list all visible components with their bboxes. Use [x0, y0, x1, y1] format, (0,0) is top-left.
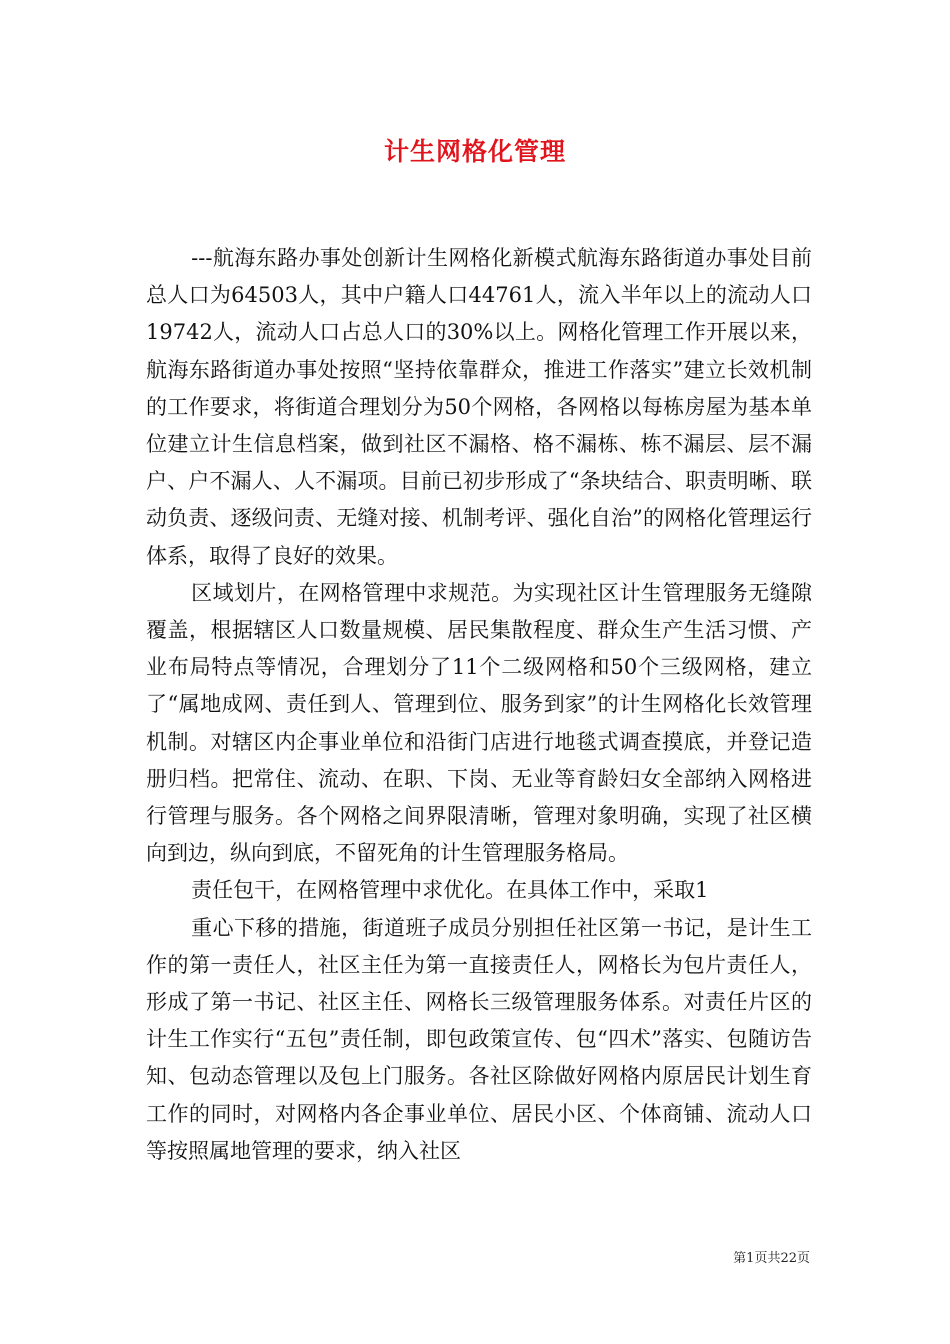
- paragraph-responsibility: 责任包干，在网格管理中求优化。在具体工作中，采取1: [191, 878, 709, 903]
- paragraph-measures: 重心下移的措施，街道班子成员分别担任社区第一书记，是计生工作的第一责任人，社区主任为第一直接责任人，网格长为包片责任人，形成了第一书记、社区主任、网格长三级管理服务体系。对责任片区的计生工作实行“五包”责任制，即包政策宣传、包“四术”落实、包随访告知、包动态管理以及包上门服务。各社区除做好网格内原居民计划生育工作的同时，对网格内各企事业单位、居民小区、个体商铺、流动人口等按照属地管理的要求，纳入社区: [146, 915, 812, 1163]
- document-title: 计生网格化管理: [383, 137, 566, 166]
- page-number: 第1页共22页: [733, 1251, 810, 1266]
- document-body: [146, 240, 812, 1170]
- paragraph-region-division: 区域划片，在网格管理中求规范。为实现社区计生管理服务无缝隙覆盖，根据辖区人口数量规模、居民集散程度、群众生产生活习惯、产业布局特点等情况，合理划分了11个二级网格和50个三级网格，建立了“属地成网、责任到人、管理到位、服务到家”的计生网格化长效管理机制。对辖区内企事业单位和沿街门店进行地毯式调查摸底，并登记造册归档。把常住、流动、在职、下岗、无业等育龄妇女全部纳入网格进行管理与服务。各个网格之间界限清晰，管理对象明确，实现了社区横向到边，纵向到底，不留死角的计生管理服务格局。: [146, 580, 812, 866]
- paragraph-intro: ---航海东路办事处创新计生网格化新模式航海东路街道办事处目前总人口为64503人，其中户籍人口44761人，流入半年以上的流动人口19742人，流动人口占总人口的30%以上。网格化管理工作开展以来，航海东路街道办事处按照“坚持依靠群众，推进工作落实”建立长效机制的工作要求，将街道合理划分为50个网格，各网格以每栋房屋为基本单位建立计生信息档案，做到社区不漏格、格不漏栋、栋不漏层、层不漏户、户不漏人、人不漏项。目前已初步形成了“条块结合、职责明晰、联动负责、逐级问责、无缝对接、机制考评、强化自治”的网格化管理运行体系，取得了良好的效果。: [146, 246, 812, 568]
